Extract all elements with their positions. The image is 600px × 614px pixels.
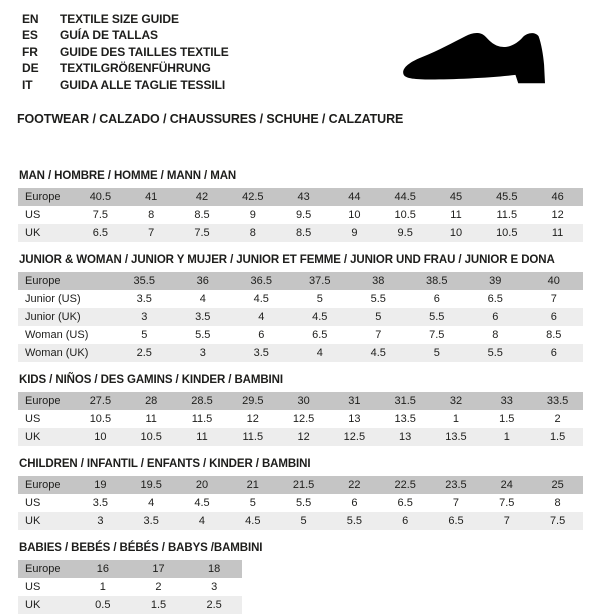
size-cell: 5 xyxy=(300,515,307,528)
row-label: US xyxy=(25,497,41,510)
size-cell: 1 xyxy=(452,413,460,426)
size-cell: 4.5 xyxy=(370,347,386,360)
size-cell: 6.5 xyxy=(92,227,109,240)
size-cell: 7.5 xyxy=(92,209,109,222)
size-cell: 44.5 xyxy=(394,191,416,204)
row-label: Junior (UK) xyxy=(25,311,81,324)
row-label: Europe xyxy=(25,191,61,204)
size-cell: 11.5 xyxy=(496,209,518,222)
size-cell: 9 xyxy=(249,209,256,222)
table-row xyxy=(18,512,583,530)
size-cell: 5 xyxy=(316,293,323,306)
size-cell: 38 xyxy=(372,275,385,288)
size-cell: 5.5 xyxy=(370,293,386,306)
row-label: Woman (UK) xyxy=(25,347,89,360)
table-row xyxy=(18,188,583,206)
language-code: ES xyxy=(22,28,38,43)
size-cell: 6.5 xyxy=(487,293,503,306)
size-cell: 22.5 xyxy=(394,479,416,492)
size-cell: 11 xyxy=(196,431,208,444)
dress-shoe-icon xyxy=(397,26,573,98)
size-tables xyxy=(18,170,583,614)
size-cell: 6.5 xyxy=(312,329,328,342)
size-cell: 7.5 xyxy=(499,497,515,510)
size-cell: 5.5 xyxy=(429,311,445,324)
size-cell: 13 xyxy=(348,413,361,426)
size-cell: 5 xyxy=(433,347,440,360)
language-title: GUIDA ALLE TAGLIE TESSILI xyxy=(60,77,226,92)
table-row xyxy=(18,224,583,242)
size-cell: 7.5 xyxy=(429,329,445,342)
row-label: US xyxy=(25,581,41,594)
language-code: IT xyxy=(22,77,33,92)
row-label: UK xyxy=(25,515,41,528)
size-cell: 10 xyxy=(348,209,361,222)
size-cell: 6 xyxy=(550,311,557,324)
size-cell: 5 xyxy=(249,497,256,510)
size-cell: 10.5 xyxy=(496,227,518,240)
size-cell: 1.5 xyxy=(549,431,566,444)
table-row xyxy=(18,410,583,428)
size-cell: 10 xyxy=(449,227,463,240)
size-cell: 1 xyxy=(503,431,510,444)
table-row xyxy=(18,428,583,446)
size-cell: 10.5 xyxy=(140,431,162,444)
size-cell: 12.5 xyxy=(343,431,366,444)
size-cell: 6 xyxy=(550,347,557,360)
size-cell: 18 xyxy=(208,563,221,576)
size-cell: 12 xyxy=(551,209,564,222)
size-cell: 43 xyxy=(297,191,310,204)
size-cell: 8 xyxy=(249,227,256,240)
size-cell: 5.5 xyxy=(295,497,312,510)
size-cell: 6.5 xyxy=(448,515,464,528)
size-cell: 3 xyxy=(141,311,148,324)
size-cell: 12 xyxy=(246,413,259,426)
size-cell: 7 xyxy=(452,497,460,510)
size-cell: 45 xyxy=(449,191,463,204)
size-cell: 6 xyxy=(258,329,265,342)
size-cell: 37.5 xyxy=(309,275,331,288)
size-cell: 5 xyxy=(375,311,382,324)
size-cell: 1.5 xyxy=(499,413,515,426)
size-cell: 5.5 xyxy=(346,515,363,528)
size-cell: 4.5 xyxy=(312,311,328,324)
size-cell: 7 xyxy=(503,515,510,528)
size-cell: 5.5 xyxy=(487,347,503,360)
size-cell: 8.5 xyxy=(546,329,562,342)
size-cell: 6 xyxy=(351,497,358,510)
size-cell: 11.5 xyxy=(191,413,213,426)
row-label: UK xyxy=(25,431,41,444)
size-cell: 35.5 xyxy=(133,275,155,288)
size-table-children xyxy=(18,476,583,530)
size-cell: 32 xyxy=(449,395,463,408)
size-cell: 24 xyxy=(500,479,513,492)
size-cell: 16 xyxy=(96,563,109,576)
size-cell: 6 xyxy=(433,293,440,306)
row-label: US xyxy=(25,413,41,426)
row-label: UK xyxy=(25,599,41,612)
size-cell: 8 xyxy=(554,497,561,510)
size-cell: 38.5 xyxy=(426,275,448,288)
size-cell: 6 xyxy=(492,311,499,324)
size-cell: 4 xyxy=(148,497,155,510)
size-cell: 1 xyxy=(99,581,106,594)
size-cell: 7.5 xyxy=(549,515,566,528)
table-row xyxy=(18,290,583,308)
size-table-kids xyxy=(18,392,583,446)
size-cell: 9 xyxy=(351,227,358,240)
size-cell: 9.5 xyxy=(397,227,413,240)
table-row xyxy=(18,392,583,410)
size-cell: 3.5 xyxy=(136,293,152,306)
size-cell: 4 xyxy=(316,347,323,360)
size-cell: 39 xyxy=(489,275,502,288)
size-cell: 28.5 xyxy=(191,395,213,408)
size-table-title: JUNIOR & WOMAN / JUNIOR Y MUJER / JUNIOR ET FEMME / JUNIOR UND FRAU / JUNIOR E DONA xyxy=(19,254,555,267)
language-code: FR xyxy=(22,44,38,59)
size-cell: 4 xyxy=(258,311,265,324)
size-cell: 45.5 xyxy=(496,191,518,204)
size-cell: 23.5 xyxy=(445,479,467,492)
size-cell: 8.5 xyxy=(295,227,312,240)
language-code: DE xyxy=(22,61,39,76)
size-cell: 13.5 xyxy=(394,413,416,426)
table-row xyxy=(18,596,242,614)
size-cell: 0.5 xyxy=(95,599,111,612)
size-cell: 6.5 xyxy=(397,497,413,510)
size-cell: 20 xyxy=(195,479,209,492)
size-cell: 36.5 xyxy=(250,275,272,288)
table-row xyxy=(18,326,583,344)
size-cell: 2.5 xyxy=(136,347,152,360)
category-heading: FOOTWEAR / CALZADO / CHAUSSURES / SCHUHE / CALZATURE xyxy=(17,112,404,127)
size-cell: 12.5 xyxy=(292,413,315,426)
row-label: Junior (US) xyxy=(25,293,81,306)
size-cell: 6 xyxy=(402,515,409,528)
size-cell: 11 xyxy=(450,209,462,222)
size-table-junior-woman xyxy=(18,272,583,362)
size-cell: 11.5 xyxy=(242,431,264,444)
size-cell: 9.5 xyxy=(295,209,312,222)
size-section-junior-woman xyxy=(18,254,583,362)
size-cell: 3.5 xyxy=(195,311,211,324)
size-cell: 3 xyxy=(97,515,104,528)
size-table-title: MAN / HOMBRE / HOMME / MANN / MAN xyxy=(19,170,237,183)
size-cell: 19.5 xyxy=(140,479,162,492)
table-row xyxy=(18,344,583,362)
size-cell: 13 xyxy=(399,431,412,444)
size-cell: 10.5 xyxy=(89,413,112,426)
size-cell: 2 xyxy=(155,581,162,594)
size-cell: 25 xyxy=(551,479,564,492)
size-cell: 3.5 xyxy=(253,347,269,360)
size-cell: 8 xyxy=(492,329,499,342)
size-cell: 3.5 xyxy=(92,497,109,510)
size-cell: 27.5 xyxy=(89,395,112,408)
table-row xyxy=(18,578,242,596)
size-cell: 10.5 xyxy=(394,209,416,222)
size-cell: 3 xyxy=(211,581,218,594)
size-cell: 13.5 xyxy=(445,431,467,444)
table-row xyxy=(18,308,583,326)
row-label: Europe xyxy=(25,563,61,576)
size-cell: 42 xyxy=(195,191,209,204)
size-cell: 4.5 xyxy=(194,497,210,510)
size-cell: 2 xyxy=(554,413,561,426)
size-cell: 11 xyxy=(551,227,564,240)
size-cell: 4 xyxy=(198,515,206,528)
size-cell: 7 xyxy=(148,227,155,240)
row-label: Woman (US) xyxy=(25,329,89,342)
size-cell: 5.5 xyxy=(195,329,211,342)
size-table-title: BABIES / BEBÉS / BÉBÉS / BABYS /BAMBINI xyxy=(19,542,263,555)
language-title: TEXTILE SIZE GUIDE xyxy=(60,12,179,26)
size-cell: 40 xyxy=(547,275,560,288)
size-cell: 31 xyxy=(348,395,361,408)
size-cell: 7 xyxy=(375,329,382,342)
size-cell: 29.5 xyxy=(242,395,264,408)
table-row xyxy=(18,494,583,512)
size-cell: 33 xyxy=(500,395,513,408)
language-title: GUIDE DES TAILLES TEXTILE xyxy=(60,44,229,59)
size-cell: 28 xyxy=(145,395,158,408)
table-row xyxy=(18,560,242,578)
size-cell: 7.5 xyxy=(194,227,210,240)
row-label: Europe xyxy=(25,395,61,408)
size-table-babies xyxy=(18,560,242,614)
size-cell: 1.5 xyxy=(150,599,167,612)
size-table-man xyxy=(18,188,583,242)
language-code: EN xyxy=(22,12,39,26)
size-cell: 4.5 xyxy=(253,293,269,306)
language-title: GUÍA DE TALLAS xyxy=(60,28,158,43)
size-cell: 12 xyxy=(297,431,310,444)
size-table-title: KIDS / NIÑOS / DES GAMINS / KINDER / BAMBINI xyxy=(19,374,283,387)
size-section-babies xyxy=(18,542,583,614)
size-cell: 19 xyxy=(94,479,107,492)
table-row xyxy=(18,272,583,290)
table-row xyxy=(18,206,583,224)
size-cell: 21 xyxy=(246,479,259,492)
size-cell: 30 xyxy=(297,395,310,408)
size-cell: 8 xyxy=(148,209,155,222)
table-row xyxy=(18,476,583,494)
size-cell: 4.5 xyxy=(245,515,261,528)
row-label: US xyxy=(25,209,41,222)
row-label: UK xyxy=(25,227,41,240)
size-cell: 17 xyxy=(152,563,165,576)
size-section-kids xyxy=(18,374,583,446)
size-cell: 22 xyxy=(348,479,361,492)
size-cell: 3.5 xyxy=(143,515,159,528)
language-title: TEXTILGRÖßENFÜHRUNG xyxy=(60,61,211,76)
size-cell: 36 xyxy=(196,275,209,288)
size-cell: 5 xyxy=(141,329,148,342)
size-cell: 11 xyxy=(145,413,157,426)
size-section-man xyxy=(18,170,583,242)
size-cell: 40.5 xyxy=(89,191,112,204)
language-row-en xyxy=(22,11,600,27)
size-cell: 31.5 xyxy=(394,395,416,408)
size-cell: 8.5 xyxy=(194,209,210,222)
size-cell: 4 xyxy=(199,293,206,306)
size-section-children xyxy=(18,458,583,530)
row-label: Europe xyxy=(25,479,61,492)
size-table-title: CHILDREN / INFANTIL / ENFANTS / KINDER / BAMBINI xyxy=(19,458,311,471)
row-label: Europe xyxy=(25,275,61,288)
size-cell: 42.5 xyxy=(242,191,264,204)
size-cell: 10 xyxy=(94,431,107,444)
size-cell: 41 xyxy=(145,191,158,204)
size-cell: 46 xyxy=(551,191,564,204)
size-cell: 44 xyxy=(348,191,361,204)
size-cell: 33.5 xyxy=(546,395,569,408)
size-cell: 3 xyxy=(199,347,206,360)
size-cell: 2.5 xyxy=(206,599,222,612)
size-cell: 21.5 xyxy=(292,479,315,492)
size-cell: 7 xyxy=(550,293,557,306)
